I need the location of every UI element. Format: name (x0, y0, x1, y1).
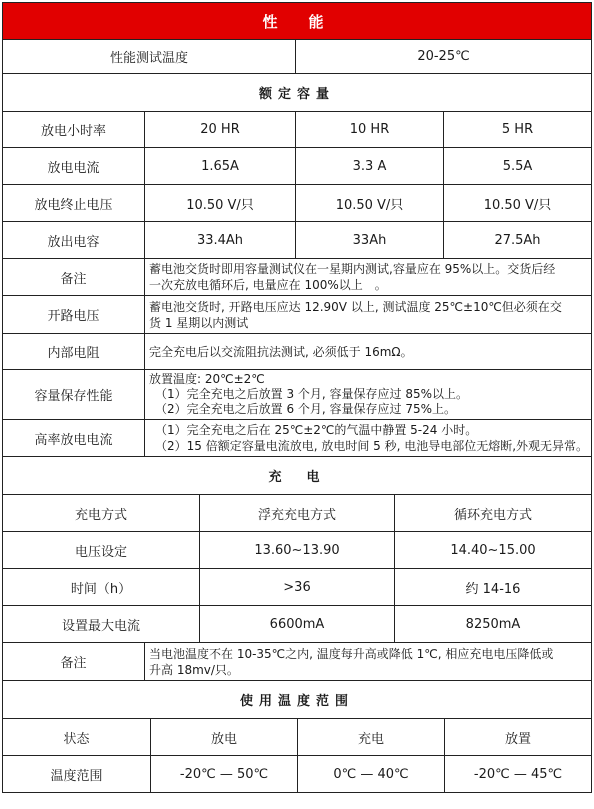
row-label: 温度范围 (3, 756, 151, 793)
column-header: 充电 (298, 719, 445, 756)
temp-range-table (2, 718, 592, 793)
cell-value: 27.5Ah (444, 222, 592, 259)
cell-value: 3.3 A (296, 148, 444, 185)
row-label: 放出电容 (3, 222, 145, 259)
column-header: 放电 (151, 719, 298, 756)
cell-value: 33Ah (296, 222, 444, 259)
cell-value: >36 (200, 569, 395, 606)
cell-value: 20 HR (145, 112, 296, 148)
cell-value: 14.40~15.00 (395, 532, 592, 569)
row-label: 电压设定 (3, 532, 200, 569)
cell-value: 循环充电方式 (395, 495, 592, 532)
retention-text: 放置温度: 20℃±2℃ （1）完全充电之后放置 3 个月, 容量保存应过 85%以上。 （2）完全充电之后放置 6 个月, 容量保存应过 75%上。 (145, 370, 592, 420)
row-label: 内部电阻 (3, 334, 145, 370)
row-label: 开路电压 (3, 296, 145, 334)
row-label: 高率放电电流 (3, 420, 145, 457)
cell-value: 1.65A (145, 148, 296, 185)
charging-note-table (2, 642, 592, 719)
column-header: 放置 (445, 719, 592, 756)
test-temp-label: 性能测试温度 (3, 40, 296, 74)
row-label: 放电终止电压 (3, 185, 145, 222)
row-label: 设置最大电流 (3, 606, 200, 643)
cell-value: 10.50 V/只 (145, 185, 296, 222)
cell-value: 浮充充电方式 (200, 495, 395, 532)
row-label: 备注 (3, 643, 145, 681)
cell-value: 5 HR (444, 112, 592, 148)
cell-value: 10.50 V/只 (296, 185, 444, 222)
cell-value: 8250mA (395, 606, 592, 643)
cell-value: 10 HR (296, 112, 444, 148)
row-label: 充电方式 (3, 495, 200, 532)
row-label: 备注 (3, 259, 145, 296)
row-label: 容量保存性能 (3, 370, 145, 420)
row-label: 放电电流 (3, 148, 145, 185)
charging-table (2, 494, 592, 643)
note-text: 蓄电池交货时即用容量测试仪在一星期内测试,容量应在 95%以上。交货后经 一次充放电循环后, 电量应在 100%以上 。 (145, 259, 592, 296)
temp-range-heading: 使用温度范围 (3, 681, 592, 719)
open-circuit-text: 蓄电池交货时, 开路电压应达 12.90V 以上, 测试温度 25℃±10℃但必须在交 货 1 星期以内测试 (145, 296, 592, 334)
spec-sheet (2, 2, 591, 793)
charging-note-text: 当电池温度不在 10-35℃之内, 温度每升高或降低 1℃, 相应充电电压降低或 升高 18mv/只。 (145, 643, 592, 681)
performance-table (2, 2, 592, 495)
cell-value: 5.5A (444, 148, 592, 185)
resistance-text: 完全充电后以交流阻抗法测试, 必须低于 16mΩ。 (145, 334, 592, 370)
cell-value: -20℃ — 45℃ (445, 756, 592, 793)
test-temp-value: 20-25℃ (296, 40, 592, 74)
cell-value: 33.4Ah (145, 222, 296, 259)
page-title: 性 能 (3, 3, 592, 40)
cell-value: 6600mA (200, 606, 395, 643)
row-label: 时间（h） (3, 569, 200, 606)
cell-value: -20℃ — 50℃ (151, 756, 298, 793)
cell-value: 13.60~13.90 (200, 532, 395, 569)
high-rate-text: （1）完全充电之后在 25℃±2℃的气温中静置 5-24 小时。 （2）15 倍额定容量电流放电, 放电时间 5 秒, 电池导电部位无熔断,外观无异常。 (145, 420, 592, 457)
charging-heading: 充 电 (3, 457, 592, 495)
cell-value: 0℃ — 40℃ (298, 756, 445, 793)
row-label: 状态 (3, 719, 151, 756)
row-label: 放电小时率 (3, 112, 145, 148)
cell-value: 约 14-16 (395, 569, 592, 606)
cell-value: 10.50 V/只 (444, 185, 592, 222)
rated-capacity-heading: 额定容量 (3, 74, 592, 112)
